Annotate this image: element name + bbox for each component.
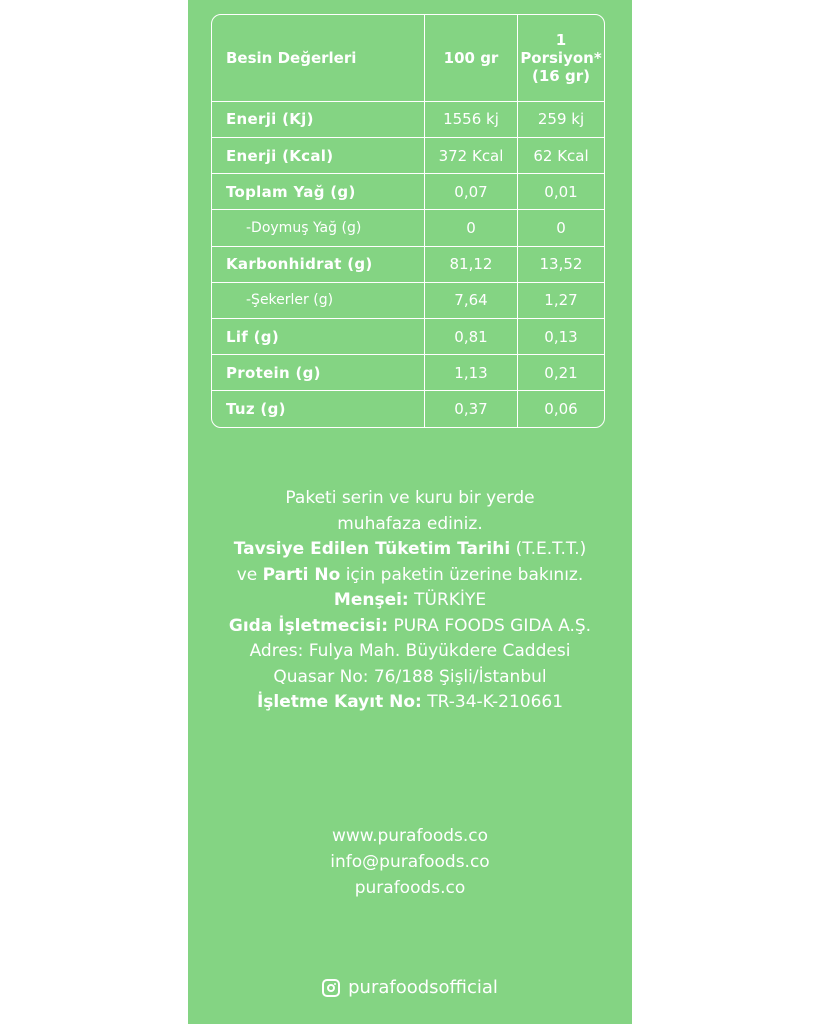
table-row	[212, 246, 604, 282]
tett-abbrev: (T.E.T.T.)	[510, 539, 587, 559]
header-portion-line3: (16 gr)	[532, 66, 590, 85]
parti-prefix: ve	[236, 564, 263, 585]
row-portion: 0,21	[518, 355, 605, 391]
product-info	[188, 486, 632, 716]
row-per100: 81,12	[425, 246, 518, 282]
storage-line-1: Paketi serin ve kuru bir yerde	[285, 488, 535, 508]
address-line-2: Quasar No: 76/188 Şişli/İstanbul	[273, 666, 547, 687]
row-label: -Şekerler (g)	[212, 282, 425, 318]
operator-label: Gıda İşletmecisi:	[228, 615, 389, 636]
website-link[interactable]: www.purafoods.co	[331, 826, 489, 846]
table-row	[212, 355, 604, 391]
row-label: Protein (g)	[212, 355, 425, 391]
header-portion	[518, 15, 605, 101]
email-link[interactable]: info@purafoods.co	[330, 852, 490, 872]
row-per100: 372 Kcal	[425, 138, 518, 174]
row-per100: 1556 kj	[425, 101, 518, 137]
row-portion: 13,52	[518, 246, 605, 282]
address-line-1: Adres: Fulya Mah. Büyükdere Caddesi	[249, 641, 571, 661]
row-portion: 0,06	[518, 391, 605, 427]
row-label: Lif (g)	[212, 318, 425, 354]
header-portion-line1: 1	[555, 30, 567, 49]
instagram-icon	[322, 979, 340, 997]
table-header-row	[212, 15, 604, 101]
tett-label: Tavsiye Edilen Tüketim Tarihi	[233, 539, 511, 559]
table-row	[212, 210, 604, 246]
storage-line-2: muhafaza ediniz.	[337, 513, 483, 534]
origin-label: Menşei:	[333, 590, 409, 610]
tett-line	[188, 537, 632, 563]
table-row	[212, 101, 604, 137]
row-label: Tuz (g)	[212, 391, 425, 427]
parti-text: için paketin üzerine bakınız.	[340, 564, 584, 585]
row-per100: 0,07	[425, 174, 518, 210]
row-per100: 0,37	[425, 391, 518, 427]
row-per100: 7,64	[425, 282, 518, 318]
row-portion: 259 kj	[518, 101, 605, 137]
row-label: Karbonhidrat (g)	[212, 246, 425, 282]
operator-line	[188, 614, 632, 640]
row-label: Enerji (Kj)	[212, 101, 425, 137]
instagram-handle: purafoodsofficial	[348, 977, 498, 998]
row-per100: 0	[425, 210, 518, 246]
registry-line	[188, 690, 632, 716]
domain-link[interactable]: purafoods.co	[354, 878, 466, 898]
social-handle[interactable]	[188, 977, 632, 998]
header-portion-line2: Porsiyon*	[520, 48, 602, 67]
row-portion: 0	[518, 210, 605, 246]
row-label: -Doymuş Yağ (g)	[212, 210, 425, 246]
table-row	[212, 318, 604, 354]
registry-label: İşletme Kayıt No:	[256, 692, 422, 712]
row-per100: 1,13	[425, 355, 518, 391]
row-label: Toplam Yağ (g)	[212, 174, 425, 210]
table-row	[212, 282, 604, 318]
registry-value: TR-34-K-210661	[421, 692, 564, 712]
row-portion: 1,27	[518, 282, 605, 318]
table-row	[212, 391, 604, 427]
row-portion: 0,01	[518, 174, 605, 210]
row-portion: 0,13	[518, 318, 605, 354]
origin-line	[188, 588, 632, 614]
parti-label: Parti No	[262, 564, 341, 585]
table-row	[212, 138, 604, 174]
origin-value: TÜRKİYE	[408, 590, 487, 610]
table-row	[212, 174, 604, 210]
nutrition-table	[211, 14, 605, 428]
row-portion: 62 Kcal	[518, 138, 605, 174]
row-per100: 0,81	[425, 318, 518, 354]
contact-links	[188, 823, 632, 901]
header-nutrients: Besin Değerleri	[212, 15, 425, 101]
row-label: Enerji (Kcal)	[212, 138, 425, 174]
header-per-100g: 100 gr	[425, 15, 518, 101]
parti-line	[188, 563, 632, 589]
operator-value: PURA FOODS GIDA A.Ş.	[388, 615, 592, 636]
